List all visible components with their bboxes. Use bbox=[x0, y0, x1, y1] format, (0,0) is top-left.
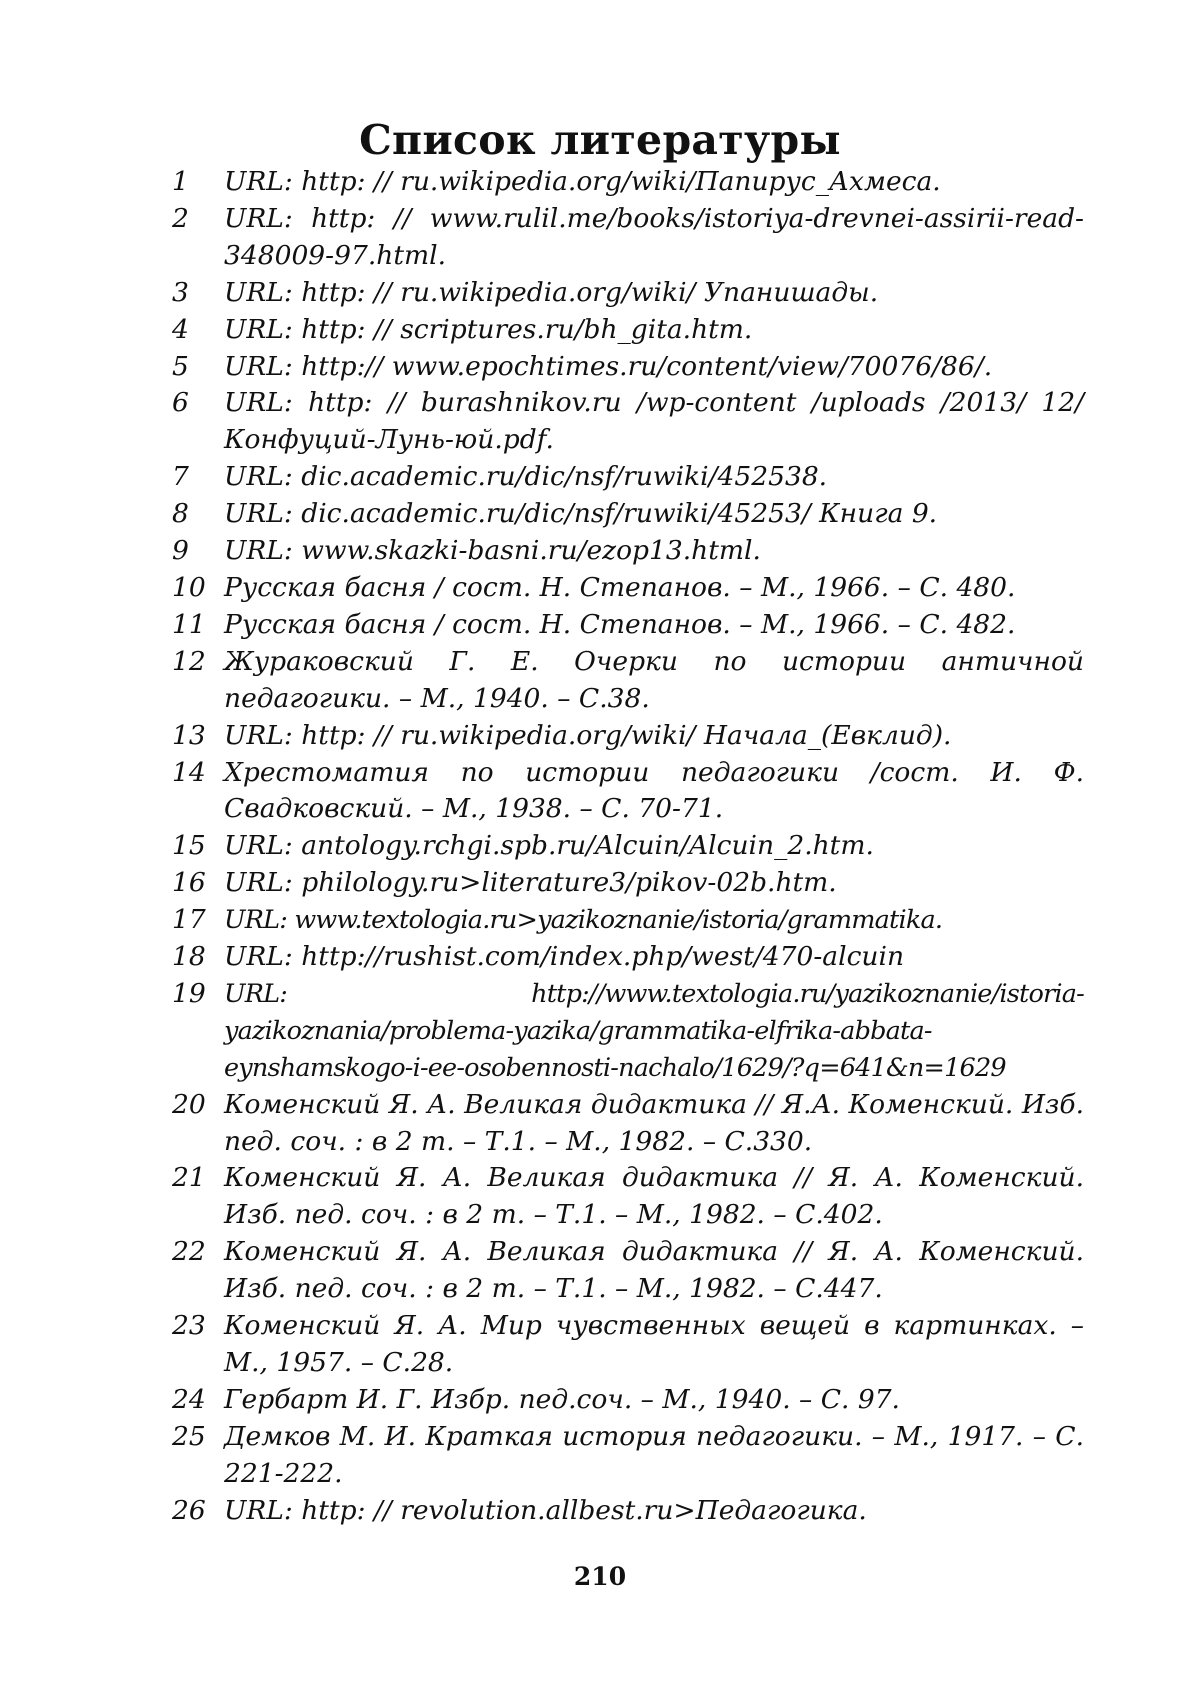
bibliography-entry-15 bbox=[172, 828, 1084, 865]
entry-text: Коменский Я. А. Великая дидактика // Я.А. Коменский. Изб. пед. соч. : в 2 т. – Т.1. – М., 1982. – С.330. bbox=[224, 1088, 1084, 1157]
bibliography-entry-14 bbox=[172, 755, 1084, 829]
entry-text: URL: http: // ru.wikipedia.org/wiki/ Начала_(Евклид). bbox=[224, 719, 952, 751]
entry-number: 20 bbox=[172, 1088, 206, 1120]
bibliography-entry-1 bbox=[172, 164, 1084, 201]
bibliography-entry-24 bbox=[172, 1382, 1084, 1419]
entry-number: 18 bbox=[172, 941, 206, 973]
bibliography-entry-12 bbox=[172, 644, 1084, 718]
entry-number: 22 bbox=[172, 1236, 206, 1268]
entry-number: 5 bbox=[172, 350, 189, 382]
entry-text: Русская басня / сост. Н. Степанов. – М., 1966. – С. 480. bbox=[224, 571, 1016, 603]
entry-number: 1 bbox=[172, 166, 189, 197]
entry-text: URL: dic.academic.ru/dic/nsf/ruwiki/452538. bbox=[224, 461, 828, 493]
entry-text: Коменский Я. А. Великая дидактика // Я. А. Коменский. Изб. пед. соч. : в 2 т. – Т.1. – М., 1982. – С.402. bbox=[224, 1162, 1084, 1231]
entry-number: 4 bbox=[172, 313, 189, 345]
entry-number: 25 bbox=[172, 1420, 206, 1452]
entry-number: 13 bbox=[172, 719, 206, 751]
bibliography-entry-21 bbox=[172, 1160, 1084, 1234]
entry-number: 17 bbox=[172, 904, 206, 936]
entry-text: Жураковский Г. Е. Очерки по истории античной педагогики. – М., 1940. – С.38. bbox=[224, 645, 1084, 714]
bibliography-entry-16 bbox=[172, 865, 1084, 902]
entry-text: URL: http://rushist.com/index.php/west/470-alcuin bbox=[224, 941, 905, 973]
entry-text: Демков М. И. Краткая история педагогики. – М., 1917. – С. 221-222. bbox=[224, 1420, 1084, 1489]
entry-number: 9 bbox=[172, 535, 189, 567]
bibliography-entry-6 bbox=[172, 385, 1084, 459]
bibliography-entry-10 bbox=[172, 570, 1084, 607]
bibliography-entry-23 bbox=[172, 1308, 1084, 1382]
entry-number: 19 bbox=[172, 977, 206, 1009]
entry-number: 26 bbox=[172, 1494, 206, 1526]
entry-text: URL: http: // www.rulil.me/books/istoriya-drevnei-assirii-read-348009-97.html. bbox=[224, 202, 1084, 271]
entry-number: 15 bbox=[172, 830, 206, 862]
bibliography-entry-13 bbox=[172, 718, 1084, 755]
entry-number: 8 bbox=[172, 498, 189, 530]
bibliography-entry-5 bbox=[172, 349, 1084, 386]
entry-number: 10 bbox=[172, 571, 206, 603]
bibliography-entry-22 bbox=[172, 1234, 1084, 1308]
bibliography-entry-7 bbox=[172, 459, 1084, 496]
bibliography-entry-25 bbox=[172, 1419, 1084, 1493]
bibliography-entry-2 bbox=[172, 201, 1084, 275]
bibliography-entry-9 bbox=[172, 533, 1084, 570]
entry-text: URL: http:// www.epochtimes.ru/content/view/70076/86/. bbox=[224, 350, 993, 382]
bibliography-entry-17 bbox=[172, 902, 1084, 939]
bibliography-entry-18 bbox=[172, 939, 1084, 976]
page-number: 210 bbox=[573, 1562, 627, 1591]
entry-number: 6 bbox=[172, 387, 189, 419]
entry-text: URL: http: // ru.wikipedia.org/wiki/Папирус_Ахмеса. bbox=[224, 166, 941, 197]
entry-text: Гербарт И. Г. Избр. пед.соч. – М., 1940. – С. 97. bbox=[224, 1383, 900, 1415]
entry-text: Русская басня / сост. Н. Степанов. – М., 1966. – С. 482. bbox=[224, 608, 1016, 640]
bibliography-list bbox=[172, 164, 1084, 1530]
entry-text: URL: http://www.textologia.ru/yazikoznanie/istoria-yazikoznania/problema-yazika/grammatika-elfrika-abbata-eynshamskogo-i-ee-osobennosti-nachalo/1629/?q=641&n=1629 bbox=[224, 978, 1084, 1083]
entry-number: 11 bbox=[172, 608, 206, 640]
entry-number: 12 bbox=[172, 645, 206, 677]
bibliography-entry-19 bbox=[172, 976, 1084, 1087]
entry-text: URL: dic.academic.ru/dic/nsf/ruwiki/45253/ Книга 9. bbox=[224, 498, 938, 530]
entry-text: URL: http: // burashnikov.ru /wp-content /uploads /2013/ 12/ Конфуций-Лунь-юй.pdf. bbox=[224, 387, 1084, 456]
entry-number: 21 bbox=[172, 1162, 206, 1194]
entry-text: URL: antology.rchgi.spb.ru/Alcuin/Alcuin_2.htm. bbox=[224, 830, 874, 862]
bibliography-entry-20 bbox=[172, 1087, 1084, 1161]
bibliography-entry-8 bbox=[172, 496, 1084, 533]
entry-number: 7 bbox=[172, 461, 189, 493]
entry-text: URL: http: // revolution.allbest.ru>Педагогика. bbox=[224, 1494, 867, 1526]
entry-text: Хрестоматия по истории педагогики /сост. И. Ф. Свадковский. – М., 1938. – С. 70-71. bbox=[224, 756, 1084, 825]
entry-number: 24 bbox=[172, 1383, 206, 1415]
entry-number: 16 bbox=[172, 867, 206, 899]
entry-number: 14 bbox=[172, 756, 206, 788]
entry-text: URL: www.skazki-basni.ru/ezop13.html. bbox=[224, 535, 761, 567]
bibliography-entry-4 bbox=[172, 312, 1084, 349]
bibliography-entry-11 bbox=[172, 607, 1084, 644]
entry-number: 23 bbox=[172, 1310, 206, 1342]
entry-text: URL: philology.ru>literature3/pikov-02b.htm. bbox=[224, 867, 837, 899]
entry-text: Коменский Я. А. Мир чувственных вещей в картинках. – М., 1957. – С.28. bbox=[224, 1310, 1084, 1378]
entry-text: Коменский Я. А. Великая дидактика // Я. А. Коменский. Изб. пед. соч. : в 2 т. – Т.1. – М., 1982. – С.447. bbox=[224, 1236, 1084, 1305]
bibliography-entry-26 bbox=[172, 1493, 1084, 1530]
bibliography-entry-3 bbox=[172, 275, 1084, 312]
entry-number: 3 bbox=[172, 276, 189, 308]
page-title: Список литературы bbox=[359, 116, 841, 164]
entry-text: URL: http: // scriptures.ru/bh_gita.htm. bbox=[224, 313, 753, 345]
entry-text: URL: http: // ru.wikipedia.org/wiki/ Упанишады. bbox=[224, 276, 879, 308]
entry-text: URL: www.textologia.ru>yazikoznanie/istoria/grammatika. bbox=[224, 905, 943, 936]
entry-number: 2 bbox=[172, 202, 189, 234]
